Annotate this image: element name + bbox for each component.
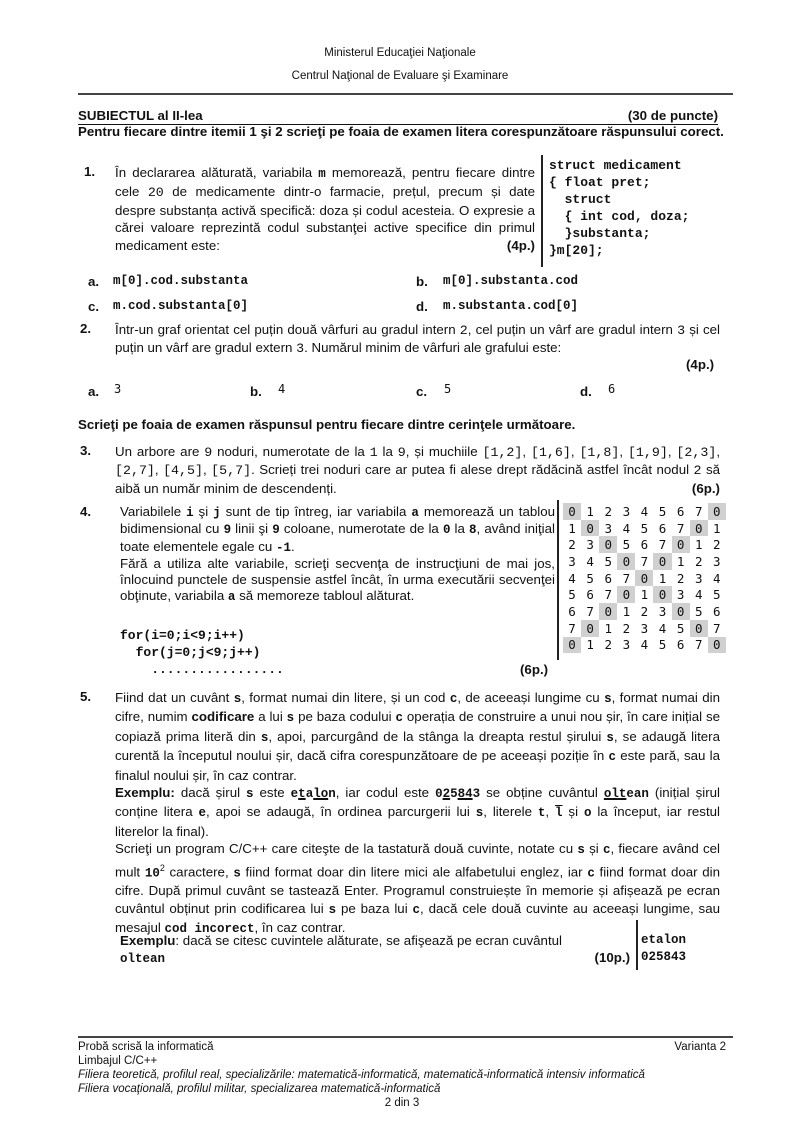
- item2-option-b-letter[interactable]: b.: [250, 384, 262, 399]
- matrix-cell: 0: [581, 520, 599, 537]
- matrix-row: [563, 637, 726, 654]
- matrix-cell: 4: [586, 553, 594, 569]
- matrix-cell: 6: [658, 520, 667, 536]
- footer-language: Limbajul C/C++: [78, 1055, 158, 1067]
- matrix-cell: 0: [708, 503, 726, 520]
- item1-option-d[interactable]: m.substanta.cod[0]: [443, 299, 579, 313]
- matrix-cell: 2: [568, 537, 576, 553]
- item2-option-d[interactable]: 6: [608, 382, 616, 396]
- matrix-cell: 6: [676, 637, 685, 653]
- matrix-cell: 0: [617, 553, 635, 570]
- item4-code: for(i=0;i<9;i++) for(j=0;j<9;j++) .................: [120, 628, 284, 677]
- matrix-cell: 3: [622, 503, 631, 519]
- item4-number: 4.: [80, 504, 92, 519]
- footer-track-1: Filiera teoretică, profilul real, specializările: matematică-informatică, matematică-informatică intensiv informatică: [78, 1069, 645, 1081]
- matrix-cell: 7: [604, 587, 612, 603]
- footer-rule: [78, 1036, 733, 1038]
- matrix-row: [563, 570, 726, 587]
- item1-number: 1.: [84, 164, 96, 179]
- matrix-cell: 7: [622, 570, 631, 586]
- footer: [78, 1040, 726, 1110]
- item5-text: [115, 689, 720, 939]
- matrix-cell: 0: [708, 637, 726, 654]
- item2-option-a-letter[interactable]: a.: [88, 384, 100, 399]
- matrix-cell: 0: [690, 520, 708, 537]
- matrix-cell: 3: [694, 570, 703, 586]
- matrix-row: [563, 553, 726, 570]
- matrix-cell: 1: [694, 537, 703, 553]
- matrix-cell: 5: [604, 553, 612, 569]
- item1-option-a[interactable]: m[0].cod.substanta: [113, 274, 249, 288]
- matrix-cell: 7: [658, 537, 667, 553]
- matrix-row: [563, 603, 726, 620]
- matrix-cell: 6: [676, 503, 685, 519]
- matrix-row: [563, 536, 726, 553]
- header-rule: [78, 93, 733, 95]
- matrix-cell: 5: [658, 637, 667, 653]
- example-output: oltean: [120, 952, 166, 966]
- item1-option-d-letter[interactable]: d.: [416, 299, 428, 314]
- matrix-cell: 2: [640, 603, 649, 619]
- matrix-cell: 0: [672, 536, 690, 553]
- item4-text: Variabilele i şi j sunt de tip întreg, iar variabila a memorează un tablou bidimensional cu 9 linii şi 9 coloane, numerotate de la 0 la 8, având iniţial toate elementele egale cu -1. Fără a utiliza alte variabile, scrieţi secvenţa de instrucţiuni de mai jos, înlocuind punctele de suspensie astfel încât, în urma executării secvenţei obţinute, variabila a să memoreze tabloul alăturat.: [120, 504, 556, 605]
- matrix-cell: 0: [653, 586, 671, 603]
- matrix-cell: 0: [581, 620, 599, 637]
- item2-points: (4p.): [686, 357, 715, 372]
- footer-variant: Varianta 2: [674, 1041, 726, 1053]
- matrix-cell: 4: [640, 637, 649, 653]
- matrix-cell: 5: [713, 587, 721, 603]
- matrix-cell: 4: [694, 587, 703, 603]
- matrix-row: [563, 503, 726, 520]
- matrix-cell: 6: [568, 603, 576, 619]
- matrix-cell: 0: [599, 536, 617, 553]
- item1-option-a-letter[interactable]: a.: [88, 274, 100, 289]
- matrix-cell: 1: [586, 503, 594, 519]
- item3-number: 3.: [80, 443, 92, 458]
- matrix-cell: 0: [599, 603, 617, 620]
- matrix-cell: 0: [672, 603, 690, 620]
- matrix-cell: 5: [676, 620, 685, 636]
- item3-text: Un arbore are 9 noduri, numerotate de la 1 la 9, și muchiile [1,2], [1,6], [1,8], [1,9], [2,3], [2,7], [4,5], [5,7]. Scrieți trei noduri care ar putea fi alese drept rădăcină astfel încât nodul 2 să aibă un număr minim de descendenți. (6p.): [115, 444, 721, 496]
- section-title: SUBIECTUL al II-lea: [78, 108, 203, 123]
- item2-number: 2.: [80, 321, 92, 336]
- matrix-cell: 4: [658, 620, 667, 636]
- item2-text: Într-un graf orientat cel puțin două vârfuri au gradul intern 2, cel puțin un vârf are gradul intern 3 și cel puțin un vârf are gradul extern 3. Numărul minim de vârfuri ale grafului este:: [115, 322, 720, 357]
- matrix-cell: 0: [635, 570, 653, 587]
- matrix-cell: 3: [658, 603, 667, 619]
- matrix-row: [563, 586, 726, 603]
- matrix-cell: 0: [617, 586, 635, 603]
- item1-option-b[interactable]: m[0].substanta.cod: [443, 274, 579, 288]
- matrix-cell: 2: [713, 537, 721, 553]
- item2-option-c[interactable]: 5: [444, 382, 452, 396]
- item5-number: 5.: [80, 689, 92, 704]
- matrix-cell: 3: [640, 620, 649, 636]
- item5-paragraph-1: Fiind dat un cuvânt s, format numai din litere, și un cod c, de aceeași lungime cu s, format numai din cifre, numim codificare a lui s pe baza codului c operația de construire a unui nou șir, în care inițial se copiază prima literă din s, apoi, parcurgând de la stânga la dreapta restul șirului s, se adaugă litera curentă la începutul noului șir, dacă cifra corespunzătoare de pe aceeași poziție în c este pară, sau la finalul noului șir, în caz contrar.: [115, 690, 720, 783]
- matrix-cell: 3: [676, 587, 685, 603]
- item1-option-c[interactable]: m.cod.substanta[0]: [113, 299, 249, 313]
- matrix-cell: 0: [653, 553, 671, 570]
- item1-text: În declararea alăturată, variabila m memorează, pentru fiecare dintre cele 20 de medicamente dintr-o farmacie, prețul, precum și date despre substanța activă specifică: doza și codul acesteia. O expresie a cărei valoare reprezintă codul substanţei active specifice din primul medicament este: (4p.): [115, 165, 535, 253]
- matrix-row: [563, 520, 726, 537]
- item5-example-2: Exemplu: dacă se citesc cuvintele alăturate, se afişează pe ecran cuvântul oltean (10p.): [120, 933, 630, 966]
- matrix-cell: 3: [622, 637, 631, 653]
- matrix-cell: 6: [713, 603, 721, 619]
- item5-example-1: Exemplu: dacă șirul s este etalon, iar codul este 025843 se obține cuvântul oltean (inițial șirul conține litera e, apoi se adaugă, în ordinea parcurgerii lui s, literele t, $\overline{l}$ și o la început, iar restul literelor la final).: [115, 785, 720, 839]
- matrix-cell: 0: [690, 620, 708, 637]
- page-number: 2 din 3: [384, 1097, 420, 1109]
- item3-points: (6p.): [691, 480, 720, 496]
- matrix-divider: [557, 500, 559, 660]
- item5-points: (10p.): [594, 950, 630, 965]
- instruction-open: Scrieţi pe foaia de examen răspunsul pentru fiecare dintre cerinţele următoare.: [78, 417, 576, 432]
- matrix-cell: 3: [568, 553, 576, 569]
- matrix-cell: 6: [604, 570, 612, 586]
- matrix-cell: 2: [604, 637, 612, 653]
- matrix-cell: 7: [713, 620, 721, 636]
- example-divider: [636, 920, 638, 970]
- matrix-cell: 7: [640, 553, 649, 569]
- code-divider: [541, 155, 543, 267]
- section-points: (30 de puncte): [627, 108, 718, 123]
- matrix-cell: 1: [676, 553, 685, 569]
- matrix-cell: 7: [694, 503, 703, 519]
- matrix-cell: 2: [694, 553, 703, 569]
- footer-exam: Probă scrisă la informatică: [78, 1041, 214, 1053]
- ministry-name: Ministerul Educaţiei Naţionale: [324, 47, 476, 59]
- item4-matrix: [563, 503, 726, 653]
- center-name: Centrul Naţional de Evaluare şi Examinare: [291, 70, 509, 82]
- matrix-cell: 1: [622, 603, 631, 619]
- instruction-choice: Pentru fiecare dintre itemii 1 şi 2 scrieţi pe foaia de examen litera corespunzătoare răspunsului corect.: [78, 124, 724, 139]
- item2-option-c-letter[interactable]: c.: [416, 384, 428, 399]
- matrix-cell: 7: [694, 637, 703, 653]
- item2-option-d-letter[interactable]: d.: [580, 384, 592, 399]
- example-input: etalon 025843: [641, 933, 687, 964]
- item1-points: (4p.): [506, 237, 535, 253]
- matrix-cell: 4: [568, 570, 576, 586]
- item2-option-b[interactable]: 4: [278, 382, 286, 396]
- matrix-cell: 0: [563, 503, 581, 520]
- matrix-cell: 7: [568, 620, 576, 636]
- item2-option-a[interactable]: 3: [114, 382, 122, 396]
- matrix-cell: 5: [586, 570, 594, 586]
- matrix-cell: 5: [640, 520, 649, 536]
- footer-track-2: Filiera vocaţională, profilul militar, specializarea matematică-informatică: [78, 1083, 441, 1095]
- matrix-cell: 1: [568, 520, 576, 536]
- matrix-cell: 5: [694, 603, 703, 619]
- matrix-cell: 1: [713, 520, 721, 536]
- item4-points: (6p.): [520, 662, 549, 677]
- matrix-cell: 4: [640, 503, 649, 519]
- matrix-cell: 2: [676, 570, 685, 586]
- matrix-cell: 5: [568, 587, 576, 603]
- matrix-cell: 1: [604, 620, 612, 636]
- item5-paragraph-2: Scrieţi un program C/C++ care citeşte de la tastatură două cuvinte, notate cu s și c, fiecare având cel mult $10^2$ caractere, s fiind format doar din litere mici ale alfabetului englez, iar c fiind format doar din cifre. După primul cuvânt se tastează Enter. Programul construiește în memorie și afișează pe ecran cuvântul obținut prin codificarea lui s pe baza lui c, dacă cele două cuvinte au aceeași lungime, sau mesajul cod incorect, în caz contrar.: [115, 841, 721, 937]
- matrix-cell: 6: [586, 587, 594, 603]
- item1-option-c-letter[interactable]: c.: [88, 299, 100, 314]
- matrix-cell: 6: [640, 537, 649, 553]
- matrix-cell: 3: [586, 537, 594, 553]
- matrix-row: [563, 620, 726, 637]
- matrix-cell: 3: [604, 520, 612, 536]
- matrix-cell: 7: [676, 520, 685, 536]
- matrix-cell: 1: [640, 587, 649, 603]
- item1-code: struct medicament { float pret; struct { int cod, doza; }substanta; }m[20];: [549, 158, 690, 258]
- matrix-cell: 7: [586, 603, 594, 619]
- matrix-cell: 5: [622, 537, 631, 553]
- matrix-cell: 4: [713, 570, 721, 586]
- matrix-cell: 1: [586, 637, 594, 653]
- matrix-cell: 3: [713, 553, 721, 569]
- matrix-cell: 2: [622, 620, 631, 636]
- item1-option-b-letter[interactable]: b.: [416, 274, 428, 289]
- matrix-cell: 0: [563, 637, 581, 654]
- matrix-cell: 4: [622, 520, 631, 536]
- matrix-cell: 5: [658, 503, 667, 519]
- matrix-cell: 1: [658, 570, 667, 586]
- matrix-cell: 2: [604, 503, 612, 519]
